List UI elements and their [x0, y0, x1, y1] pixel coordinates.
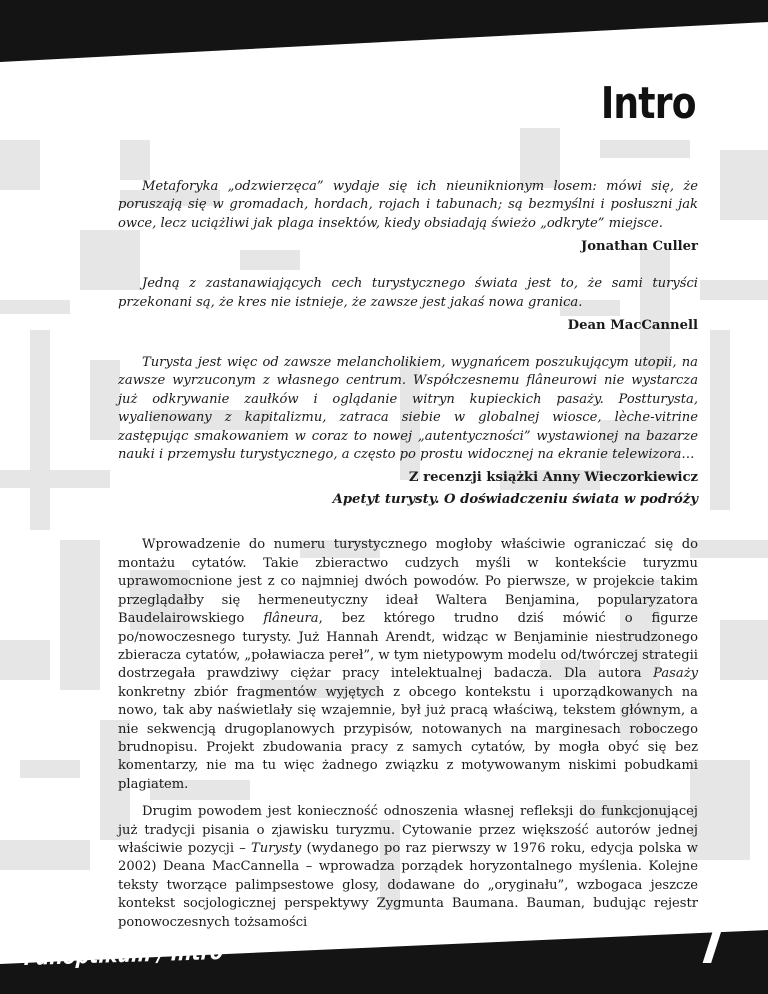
- epigraph-author: Z recenzji książki Anny Wieczorkiewicz: [408, 470, 698, 486]
- body-text-italic: Turysty: [251, 840, 302, 856]
- article-content: [118, 178, 698, 932]
- body-text: Wprowadzenie do numeru turystycznego mogłoby właściwie ograniczać się do montażu cytatów. Takie zbieractwo cudzych myśli w kontekście turyzmu uprawomocnione jest z co najmniej dwóch powodów. Po pierwsze, w projekcie takim przeglądałby się hermeneutyczny ideał Waltera Benjamina, popularyzatora Baudelairowskiego: [118, 537, 698, 627]
- body-text: (wydanego po raz pierwszy w 1976 roku, edycja polska w 2002) Deana MacCannella – wprowadza porządek horyzontalnego myślenia. Kolejne teksty tworzące palimpsestowe glosy, dodawane do „oryginału”, wzbogaca jeszcze kontekst socjologicznej perspektywy Zygmunta Baumana. Bauman, budując rejestr ponowoczesnych tożsamości: [118, 840, 698, 930]
- body-paragraph: [118, 536, 698, 794]
- body-paragraph: [118, 803, 698, 932]
- epigraph-author: Jonathan Culler: [580, 239, 698, 255]
- body-text-italic: Pasaży: [653, 666, 698, 682]
- epigraph-author: Dean MacCannell: [567, 318, 698, 334]
- body-text: , bez którego trudno dziś mówić o figurze po/nowoczesnego turysty. Już Hannah Arendt, widząc w Benjaminie niestrudzonego zbieracza cytatów, „poławiacza pereł”, w tym nietypowym modelu od/twórczej strategii dostrzegała prawdziwy ciężar pracy intelektualnej badacza. Dla autora: [118, 611, 698, 682]
- epigraph-quote: Turysta jest więc od zawsze melancholikiem, wygnańcem poszukującym utopii, na zawsze wyrzuconym z własnego centrum. Współczesnemu flâneurowi nie wystarcza już odkrywanie zaułków i oglądanie witryn kupieckich pasaży. Postturysta, wyalienowany z kapitalizmu, zatraca siebie w globalnej wiosce, lèche-vitrine zastępując smakowaniem w coraz to nowej „autentyczności” wystawionej na bazarze nauki i przemysłu turystycznego, a często po prostu widocznej na ekranie telewizora…: [118, 355, 698, 463]
- body-text: konkretny zbiór fragmentów wyjętych z obcego kontekstu i uporządkowanych na nowo, tak aby naświetlały się wzajemnie, był już pracą właściwą, tekstem głównym, a nie sekwencją drugoplanowych przypisów, notowanych na marginesach roboczego brudnopisu. Projekt zbudowania pracy z samych cytatów, by mogła obyć się bez komentarzy, nie ma tu więc żadnego związku z motywowanym niskimi pobudkami plagiatem.: [118, 684, 698, 792]
- epigraph-quote: Metaforyka „odzwierzęca” wydaje się ich nieuniknionym losem: mówi się, że poruszają się w gromadach, hordach, rojach i tabunach; są bezmyślni i posłuszni jak owce, lecz uciążliwi jak plaga insektów, kiedy obsiadają świeżo „odkryte” miejsce.: [118, 179, 698, 231]
- epigraph-book-title: Apetyt turysty. O doświadczeniu świata w podróży: [332, 492, 698, 508]
- body-text: Drugim powodem jest konieczność odnoszenia własnej refleksji do funkcjonującej już tradycji pisania o zjawisku turyzmu. Cytowanie przez większość autorów jednej właściwie pozycji –: [118, 804, 698, 856]
- top-band: [0, 0, 768, 70]
- page-number: 7: [695, 902, 728, 979]
- page-title: Intro: [601, 78, 696, 129]
- epigraph-quote: Jedną z zastanawiających cech turystycznego świata jest to, że sami turyści przekonani są, że kres nie istnieje, że zawsze jest jakaś nowa granica.: [118, 276, 698, 310]
- footer-label: Panoptikum / Intro: [23, 939, 224, 971]
- body-text-italic: flâneura: [263, 611, 319, 627]
